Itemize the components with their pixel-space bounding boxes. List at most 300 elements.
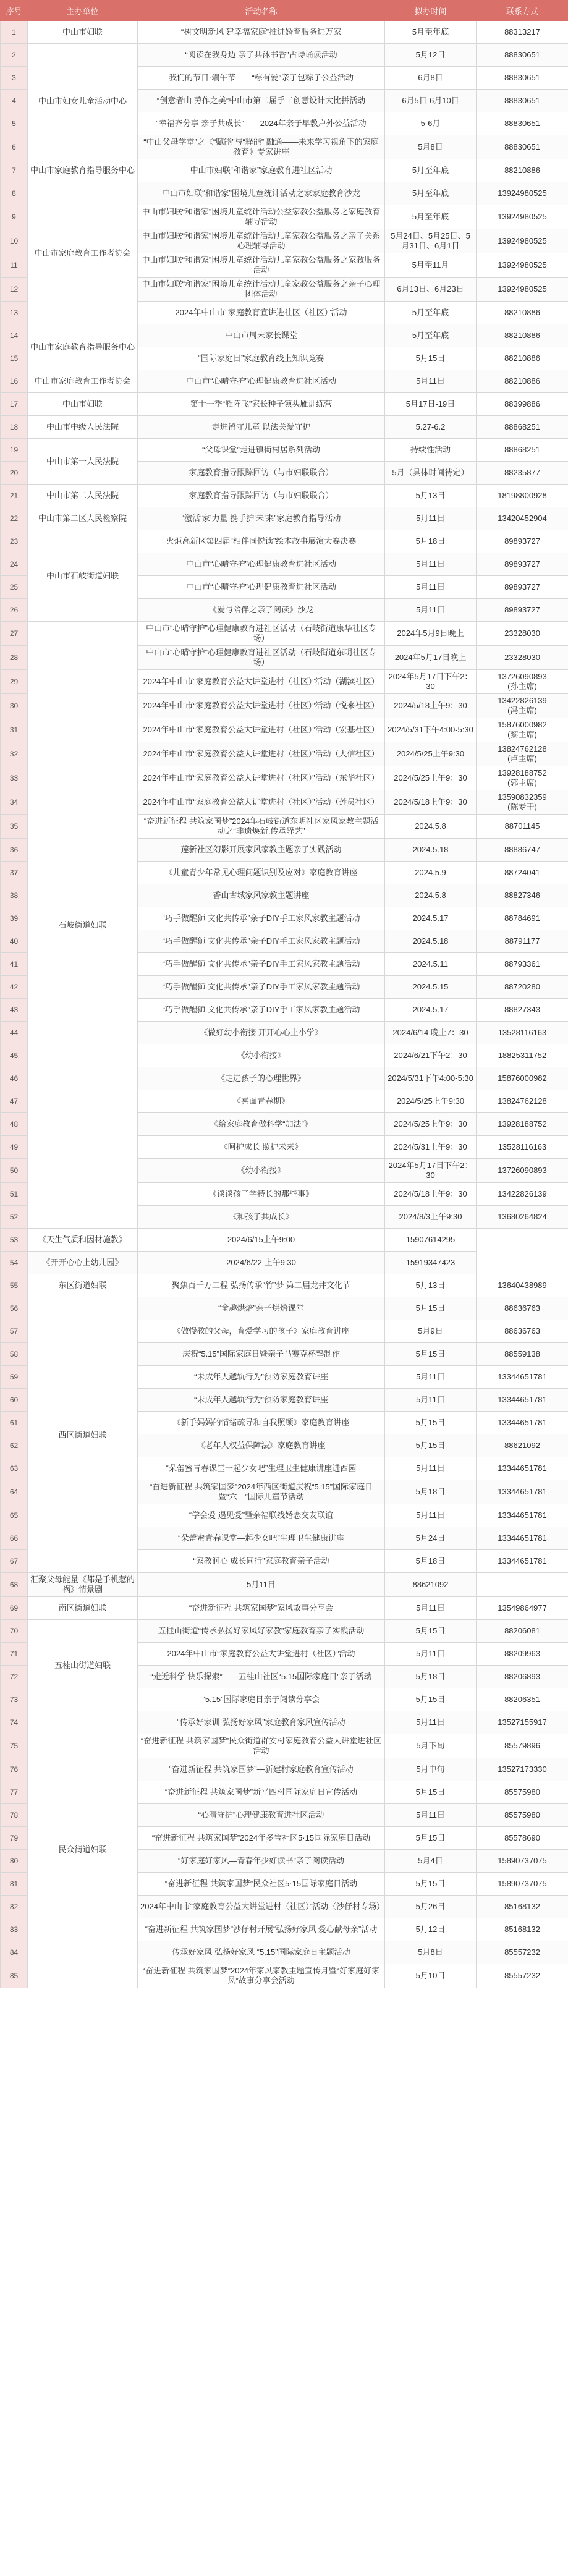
row-number: 37 bbox=[1, 862, 28, 884]
activity-cell: “童趣烘焙”亲子烘焙课堂 bbox=[138, 1297, 385, 1320]
contact-cell: 13590832359 (陈专干) bbox=[477, 790, 568, 815]
row-number: 45 bbox=[1, 1044, 28, 1067]
time-cell: 2024年5月9日晚上 bbox=[385, 622, 477, 646]
contact-cell: 13640438989 bbox=[477, 1274, 568, 1297]
time-cell: 5月11日 bbox=[385, 1643, 477, 1666]
activity-cell: 中山市“心晴守护”心理健康教育进社区活动 bbox=[138, 576, 385, 599]
contact-cell: 13924980525 bbox=[477, 205, 568, 229]
row-number: 54 bbox=[1, 1252, 28, 1274]
time-cell: 5月（具体时间待定） bbox=[385, 462, 477, 485]
time-cell: 5月15日 bbox=[385, 1827, 477, 1850]
contact-cell: 88830651 bbox=[477, 44, 568, 67]
time-cell: 5月24日、5月25日、5月31日、6月1日 bbox=[385, 229, 477, 253]
time-cell: 5-6月 bbox=[385, 112, 477, 135]
activity-cell: “巧手做醒狮 文化共传承”亲子DIY手工家风家教主题活动 bbox=[138, 930, 385, 953]
activity-cell: 走进留守儿童 以法关爱守护 bbox=[138, 416, 385, 439]
table-row bbox=[1, 1573, 568, 1597]
time-cell: 2024/6/21下午2：30 bbox=[385, 1044, 477, 1067]
time-cell: 2024/5/25上午9:30 bbox=[385, 1090, 477, 1113]
contact-cell: 88868251 bbox=[477, 439, 568, 462]
row-number: 57 bbox=[1, 1320, 28, 1343]
time-cell: 5月15日 bbox=[385, 1620, 477, 1643]
time-cell: 5月至年底 bbox=[385, 302, 477, 324]
row-number: 7 bbox=[1, 159, 28, 182]
contact-cell: 13344651781 bbox=[477, 1504, 568, 1527]
contact-cell: 15876000982 (黎主席) bbox=[477, 718, 568, 742]
header-activity: 活动名称 bbox=[138, 1, 385, 21]
row-number: 78 bbox=[1, 1804, 28, 1827]
time-cell: 2024.5.18 bbox=[385, 839, 477, 862]
contact-cell: 85578690 bbox=[477, 1827, 568, 1850]
contact-cell: 13344651781 bbox=[477, 1527, 568, 1550]
row-number: 71 bbox=[1, 1643, 28, 1666]
table-row bbox=[1, 44, 568, 67]
time-cell: 2024.5.15 bbox=[385, 976, 477, 999]
contact-cell: 13528116163 bbox=[477, 1022, 568, 1044]
contact-cell: 13344651781 bbox=[477, 1389, 568, 1412]
row-number: 80 bbox=[1, 1850, 28, 1873]
table-row bbox=[1, 1297, 568, 1320]
time-cell: 2024.5.17 bbox=[385, 999, 477, 1022]
row-number: 77 bbox=[1, 1781, 28, 1804]
row-number: 58 bbox=[1, 1343, 28, 1366]
time-cell: 5月11日 bbox=[385, 370, 477, 393]
contact-cell: 88793361 bbox=[477, 953, 568, 976]
contact-cell: 13344651781 bbox=[477, 1480, 568, 1504]
time-cell: 5月15日 bbox=[385, 1297, 477, 1320]
time-cell: 5月11日 bbox=[385, 1366, 477, 1389]
contact-cell: 88621092 bbox=[385, 1573, 477, 1597]
organizer-cell: 五桂山街道妇联 bbox=[28, 1620, 138, 1711]
row-number: 41 bbox=[1, 953, 28, 976]
row-number: 38 bbox=[1, 884, 28, 907]
contact-cell: 85579896 bbox=[477, 1734, 568, 1758]
row-number: 36 bbox=[1, 839, 28, 862]
row-number: 49 bbox=[1, 1136, 28, 1159]
activity-cell: 《幼小衔接》 bbox=[138, 1044, 385, 1067]
contact-cell: 88701145 bbox=[477, 815, 568, 839]
activity-cell: 《走进孩子的心理世界》 bbox=[138, 1067, 385, 1090]
time-cell: 5月10日 bbox=[385, 1964, 477, 1988]
contact-cell: 13420452904 bbox=[477, 507, 568, 530]
row-number: 12 bbox=[1, 278, 28, 302]
contact-cell: 13422826139 bbox=[477, 1183, 568, 1206]
activity-cell: “奋进新征程 共筑家国梦”家风故事分享会 bbox=[138, 1597, 385, 1620]
row-number: 6 bbox=[1, 135, 28, 159]
time-cell: 5月15日 bbox=[385, 1873, 477, 1896]
header-no: 序号 bbox=[1, 1, 28, 21]
contact-cell: 88886747 bbox=[477, 839, 568, 862]
time-cell: 5月11日 bbox=[385, 599, 477, 622]
row-number: 82 bbox=[1, 1896, 28, 1918]
row-number: 55 bbox=[1, 1274, 28, 1297]
row-number: 75 bbox=[1, 1734, 28, 1758]
row-number: 11 bbox=[1, 253, 28, 278]
activity-cell: 香山古城家风家教主题讲座 bbox=[138, 884, 385, 907]
activity-cell: “奋进新征程 共筑家国梦”2024年多宝社区5·15国际家庭日活动 bbox=[138, 1827, 385, 1850]
time-cell: 5月11日 bbox=[385, 1389, 477, 1412]
header-org: 主办单位 bbox=[28, 1, 138, 21]
row-number: 9 bbox=[1, 205, 28, 229]
table-row bbox=[1, 1274, 568, 1297]
row-number: 65 bbox=[1, 1504, 28, 1527]
row-number: 16 bbox=[1, 370, 28, 393]
row-number: 70 bbox=[1, 1620, 28, 1643]
contact-cell: 88210886 bbox=[477, 302, 568, 324]
time-cell: 5月11日 bbox=[385, 1804, 477, 1827]
activity-cell: 家庭教育指导跟踪回访（与市妇联联合） bbox=[138, 462, 385, 485]
activity-cell: 2024年中山市“家庭教育公益大讲堂进村（社区）”活动（大信社区） bbox=[138, 742, 385, 766]
row-number: 84 bbox=[1, 1941, 28, 1964]
activity-cell: “奋进新征程 共筑家国梦”沙仔村开展“弘扬好家风 爱心献母亲”活动 bbox=[138, 1918, 385, 1941]
contact-cell: 13924980525 bbox=[477, 182, 568, 205]
time-cell: 5月13日 bbox=[385, 1274, 477, 1297]
row-number: 62 bbox=[1, 1434, 28, 1457]
time-cell: 5月18日 bbox=[385, 1666, 477, 1688]
time-cell: 5月15日 bbox=[385, 1434, 477, 1457]
table-row bbox=[1, 439, 568, 462]
activity-cell: “未成年人越轨行为”预防家庭教育讲座 bbox=[138, 1389, 385, 1412]
table-row bbox=[1, 507, 568, 530]
activity-cell: 《做慢教的父母，育爱学习的孩子》家庭教育讲座 bbox=[138, 1320, 385, 1343]
organizer-cell: 中山市妇联 bbox=[28, 393, 138, 416]
table-row bbox=[1, 530, 568, 553]
organizer-cell: 中山市第二人民法院 bbox=[28, 485, 138, 507]
table-row bbox=[1, 1620, 568, 1643]
row-number: 13 bbox=[1, 302, 28, 324]
row-number: 61 bbox=[1, 1412, 28, 1434]
time-cell: 5月15日 bbox=[385, 1343, 477, 1366]
activity-cell: 火炬高新区第四届“相伴同悦读”绘本故事展演大赛决赛 bbox=[138, 530, 385, 553]
row-number: 32 bbox=[1, 742, 28, 766]
activity-cell: “朵蕾蜜青春课堂一起少女吧”生理卫生健康讲座进西园 bbox=[138, 1457, 385, 1480]
activity-cell: “奋进新征程 共筑家国梦”2024年石岐街道东明社区家风家教主题活动之“非遗焕新,传承驿艺” bbox=[138, 815, 385, 839]
row-number: 67 bbox=[1, 1550, 28, 1573]
time-cell: 6月5日-6月10日 bbox=[385, 90, 477, 112]
contact-cell: 88720280 bbox=[477, 976, 568, 999]
contact-cell: 89893727 bbox=[477, 599, 568, 622]
activity-cell: 2024年中山市“家庭教育公益大讲堂进村（社区）”活动（莲员社区） bbox=[138, 790, 385, 815]
activity-cell: “激活‘家’力量 携手护‘未’来”家庭教育指导活动 bbox=[138, 507, 385, 530]
table-row bbox=[1, 1597, 568, 1620]
contact-cell: 85557232 bbox=[477, 1941, 568, 1964]
row-number: 43 bbox=[1, 999, 28, 1022]
row-number: 68 bbox=[1, 1573, 28, 1597]
time-cell: 2024/8/3上午9:30 bbox=[385, 1206, 477, 1229]
row-number: 81 bbox=[1, 1873, 28, 1896]
contact-cell: 88206081 bbox=[477, 1620, 568, 1643]
table-row bbox=[1, 21, 568, 44]
contact-cell: 88830651 bbox=[477, 135, 568, 159]
time-cell: 2024/6/22 上午9:30 bbox=[138, 1252, 385, 1274]
activity-cell: “奋进新征程 共筑家国梦”民众街道群安村家庭教育公益大讲堂进社区活动 bbox=[138, 1734, 385, 1758]
activity-cell: “创意者山 劳作之美”中山市第二届手工创意设计大比拼活动 bbox=[138, 90, 385, 112]
time-cell: 5月15日 bbox=[385, 1412, 477, 1434]
time-cell: 2024年5月17日下午2：30 bbox=[385, 1159, 477, 1183]
contact-cell: 13824762128 bbox=[477, 1090, 568, 1113]
contact-cell: 15907614295 bbox=[385, 1229, 477, 1252]
row-number: 73 bbox=[1, 1688, 28, 1711]
row-number: 29 bbox=[1, 670, 28, 694]
table-row bbox=[1, 1229, 568, 1252]
contact-cell: 85168132 bbox=[477, 1918, 568, 1941]
activity-cell: 《老年人权益保障法》家庭教育讲座 bbox=[138, 1434, 385, 1457]
organizer-cell: 中山市妇女儿童活动中心 bbox=[28, 44, 138, 159]
activity-cell: 中山市“心晴守护”心理健康教育进社区活动（石岐街道东明社区专场） bbox=[138, 646, 385, 670]
activity-cell: “树文明新风 建幸福家庭”推进婚育服务进万家 bbox=[138, 21, 385, 44]
row-number: 59 bbox=[1, 1366, 28, 1389]
contact-cell: 88791177 bbox=[477, 930, 568, 953]
row-number: 40 bbox=[1, 930, 28, 953]
organizer-cell: 中山市家庭教育工作者协会 bbox=[28, 182, 138, 324]
contact-cell: 13680264824 bbox=[477, 1206, 568, 1229]
contact-cell: 13527173330 bbox=[477, 1758, 568, 1781]
contact-cell: 88399886 bbox=[477, 393, 568, 416]
activity-cell: “国际家庭日”家庭教育线上知识竞赛 bbox=[138, 347, 385, 370]
time-cell: 5月18日 bbox=[385, 1480, 477, 1504]
contact-cell: 88784691 bbox=[477, 907, 568, 930]
activity-cell: 中山市妇联“和谐家”困境儿童统计活动之家家庭教育沙龙 bbox=[138, 182, 385, 205]
time-cell: 5月15日 bbox=[385, 1688, 477, 1711]
contact-cell: 89893727 bbox=[477, 553, 568, 576]
time-cell: 2024年5月17日下午2：30 bbox=[385, 670, 477, 694]
activity-cell: “5.15”国际家庭日亲子阅读分享会 bbox=[138, 1688, 385, 1711]
contact-cell: 88621092 bbox=[477, 1434, 568, 1457]
contact-cell: 13344651781 bbox=[477, 1457, 568, 1480]
row-number: 2 bbox=[1, 44, 28, 67]
time-cell: 2024.5.9 bbox=[385, 862, 477, 884]
time-cell: 2024/5/25上午9:30 bbox=[385, 742, 477, 766]
row-number: 18 bbox=[1, 416, 28, 439]
activity-cell: 《喜面青春期》 bbox=[138, 1090, 385, 1113]
time-cell: 2024/5/31上午9：30 bbox=[385, 1136, 477, 1159]
table-row bbox=[1, 370, 568, 393]
time-cell: 5月至11月 bbox=[385, 253, 477, 278]
row-number: 8 bbox=[1, 182, 28, 205]
activity-cell: 《儿童青少年常见心理问题识别及应对》家庭教育讲座 bbox=[138, 862, 385, 884]
time-cell: 5月至年底 bbox=[385, 182, 477, 205]
contact-cell: 88210886 bbox=[477, 159, 568, 182]
row-number: 22 bbox=[1, 507, 28, 530]
activity-cell: 《幼小衔接》 bbox=[138, 1159, 385, 1183]
time-cell: 5月13日 bbox=[385, 485, 477, 507]
row-number: 39 bbox=[1, 907, 28, 930]
time-cell: 6月8日 bbox=[385, 67, 477, 90]
contact-cell: 13726090893 bbox=[477, 1159, 568, 1183]
time-cell: 5月26日 bbox=[385, 1896, 477, 1918]
contact-cell: 88206893 bbox=[477, 1666, 568, 1688]
time-cell: 5月9日 bbox=[385, 1320, 477, 1343]
organizer-cell: 中山市中级人民法院 bbox=[28, 416, 138, 439]
activity-cell: 《呵护成长 照护未来》 bbox=[138, 1136, 385, 1159]
contact-cell: 15890737075 bbox=[477, 1850, 568, 1873]
activity-cell: “传承好家训 弘扬好家风”家庭教育家风宣传活动 bbox=[138, 1711, 385, 1734]
contact-cell: 13928188752 bbox=[477, 1113, 568, 1136]
row-number: 21 bbox=[1, 485, 28, 507]
row-number: 30 bbox=[1, 694, 28, 718]
row-number: 19 bbox=[1, 439, 28, 462]
time-cell: 5月中旬 bbox=[385, 1758, 477, 1781]
time-cell: 5月11日 bbox=[385, 553, 477, 576]
activity-cell: 《谈谈孩子学特长的那些事》 bbox=[138, 1183, 385, 1206]
header-contact: 联系方式 bbox=[477, 1, 568, 21]
time-cell: 5月至年底 bbox=[385, 21, 477, 44]
table-row bbox=[1, 182, 568, 205]
row-number: 51 bbox=[1, 1183, 28, 1206]
activity-cell: “奋进新征程 共筑家国梦”新平四村国际家庭日宣传活动 bbox=[138, 1781, 385, 1804]
row-number: 44 bbox=[1, 1022, 28, 1044]
row-number: 10 bbox=[1, 229, 28, 253]
table-row bbox=[1, 159, 568, 182]
time-cell: 5月11日 bbox=[385, 1597, 477, 1620]
time-cell: 5月至年底 bbox=[385, 159, 477, 182]
activity-cell: 我们的节日·端午节——“粽有爱”亲子包粽子公益活动 bbox=[138, 67, 385, 90]
activity-cell: 中山市周末家长课堂 bbox=[138, 324, 385, 347]
contact-cell: 88827343 bbox=[477, 999, 568, 1022]
time-cell: 5月11日 bbox=[385, 507, 477, 530]
contact-cell: 13344651781 bbox=[477, 1366, 568, 1389]
row-number: 25 bbox=[1, 576, 28, 599]
row-number: 48 bbox=[1, 1113, 28, 1136]
organizer-cell: 西区街道妇联 bbox=[28, 1297, 138, 1573]
activity-cell: “走近科学 快乐探索”——五桂山社区“5.15国际家庭日”亲子活动 bbox=[138, 1666, 385, 1688]
row-number: 74 bbox=[1, 1711, 28, 1734]
activity-cell: “心晴守护”心理健康教育进社区活动 bbox=[138, 1804, 385, 1827]
time-cell: 5月至年底 bbox=[385, 205, 477, 229]
contact-cell: 13726090893 (孙主席) bbox=[477, 670, 568, 694]
contact-cell: 13824762128 (卢主席) bbox=[477, 742, 568, 766]
time-cell: 5月17日-19日 bbox=[385, 393, 477, 416]
activity-cell: 2024年中山市“家庭教育宣讲进社区（社区）”活动 bbox=[138, 302, 385, 324]
time-cell: 5月11日 bbox=[385, 1711, 477, 1734]
contact-cell: 88830651 bbox=[477, 90, 568, 112]
activity-cell: “巧手做醒狮 文化共传承”亲子DIY手工家风家教主题活动 bbox=[138, 907, 385, 930]
activity-cell: 家庭教育指导跟踪回访（与市妇联联合） bbox=[138, 485, 385, 507]
activity-cell: 汇聚父母能量《都是手机惹的祸》情景剧 bbox=[28, 1573, 138, 1597]
row-number: 63 bbox=[1, 1457, 28, 1480]
table-body bbox=[1, 21, 568, 1988]
time-cell: 5月下旬 bbox=[385, 1734, 477, 1758]
organizer-cell: 中山市第二区人民检察院 bbox=[28, 507, 138, 530]
contact-cell: 88206351 bbox=[477, 1688, 568, 1711]
row-number: 1 bbox=[1, 21, 28, 44]
row-number: 14 bbox=[1, 324, 28, 347]
contact-cell: 13924980525 bbox=[477, 229, 568, 253]
contact-cell: 85575980 bbox=[477, 1804, 568, 1827]
organizer-cell: 南区街道妇联 bbox=[28, 1597, 138, 1620]
time-cell: 2024/5/31下午4:00-5:30 bbox=[385, 718, 477, 742]
contact-cell: 89893727 bbox=[477, 530, 568, 553]
activity-cell: 五桂山街道“传承弘扬好家风好家教”家庭教育亲子实践活动 bbox=[138, 1620, 385, 1643]
table-row bbox=[1, 393, 568, 416]
activity-cell: “父母课堂”走进镇街村居系列活动 bbox=[138, 439, 385, 462]
row-number: 34 bbox=[1, 790, 28, 815]
contact-cell: 88235877 bbox=[477, 462, 568, 485]
row-number: 15 bbox=[1, 347, 28, 370]
activity-cell: “巧手做醒狮 文化共传承”亲子DIY手工家风家教主题活动 bbox=[138, 999, 385, 1022]
activity-cell: 中山市妇联“和谐家”困境儿童统计活动儿童家教公益服务之亲子心理团体活动 bbox=[138, 278, 385, 302]
table-row bbox=[1, 1252, 568, 1274]
contact-cell: 88827346 bbox=[477, 884, 568, 907]
row-number: 20 bbox=[1, 462, 28, 485]
contact-cell: 89893727 bbox=[477, 576, 568, 599]
contact-cell: 13527155917 bbox=[477, 1711, 568, 1734]
time-cell: 2024/5/18上午9：30 bbox=[385, 790, 477, 815]
time-cell: 5月至年底 bbox=[385, 324, 477, 347]
contact-cell: 13924980525 bbox=[477, 278, 568, 302]
contact-cell: 15919347423 bbox=[385, 1252, 477, 1274]
activity-cell: 中山市“心晴守护”心理健康教育进社区活动 bbox=[138, 370, 385, 393]
time-cell: 2024.5.8 bbox=[385, 815, 477, 839]
organizer-cell: 中山市第一人民法院 bbox=[28, 439, 138, 485]
contact-cell: 13528116163 bbox=[477, 1136, 568, 1159]
time-cell: 5月15日 bbox=[385, 1781, 477, 1804]
time-cell: 2024.5.18 bbox=[385, 930, 477, 953]
activity-cell: “朵蕾蜜青春课堂—起少女吧”生理卫生健康讲座 bbox=[138, 1527, 385, 1550]
activity-cell: 2024年中山市“家庭教育公益大讲堂进村（社区）”活动（东华社区） bbox=[138, 766, 385, 790]
organizer-cell: 东区街道妇联 bbox=[28, 1274, 138, 1297]
row-number: 28 bbox=[1, 646, 28, 670]
time-cell: 5月8日 bbox=[385, 135, 477, 159]
organizer-cell: 石岐街道妇联 bbox=[28, 622, 138, 1229]
time-cell: 5月8日 bbox=[385, 1941, 477, 1964]
contact-cell: 18198800928 bbox=[477, 485, 568, 507]
table-row bbox=[1, 1711, 568, 1734]
contact-cell: 15876000982 bbox=[477, 1067, 568, 1090]
activity-cell: “奋进新征程 共筑家国梦”2024年西区街道庆祝“5.15”国际家庭日暨“六一”国际儿童节活动 bbox=[138, 1480, 385, 1504]
time-cell: 2024年5月17日晚上 bbox=[385, 646, 477, 670]
activity-cell: 莲新社区幻影开展家风家教主题亲子实践活动 bbox=[138, 839, 385, 862]
time-cell: 2024.5.11 bbox=[385, 953, 477, 976]
row-number: 72 bbox=[1, 1666, 28, 1688]
activity-cell: “学会爱 遇见爱”暨亲福联线婚恋交友联谊 bbox=[138, 1504, 385, 1527]
row-number: 60 bbox=[1, 1389, 28, 1412]
row-number: 50 bbox=[1, 1159, 28, 1183]
row-number: 35 bbox=[1, 815, 28, 839]
activity-cell: 《天生气质和因材施教》 bbox=[28, 1229, 138, 1252]
time-cell: 5.27-6.2 bbox=[385, 416, 477, 439]
organizer-cell: 中山市妇联 bbox=[28, 21, 138, 44]
organizer-cell: 中山市家庭教育指导服务中心 bbox=[28, 324, 138, 370]
time-cell: 5月15日 bbox=[385, 347, 477, 370]
time-cell: 6月13日、6月23日 bbox=[385, 278, 477, 302]
organizer-cell: 中山市家庭教育工作者协会 bbox=[28, 370, 138, 393]
time-cell: 5月11日 bbox=[138, 1573, 385, 1597]
activity-cell: “阅读在我身边 亲子共沐书香”古诗诵读活动 bbox=[138, 44, 385, 67]
time-cell: 5月11日 bbox=[385, 576, 477, 599]
activity-cell: “巧手做醒狮 文化共传承”亲子DIY手工家风家教主题活动 bbox=[138, 953, 385, 976]
row-number: 26 bbox=[1, 599, 28, 622]
contact-cell: 85168132 bbox=[477, 1896, 568, 1918]
table-row bbox=[1, 622, 568, 646]
contact-cell: 13344651781 bbox=[477, 1550, 568, 1573]
contact-cell: 88559138 bbox=[477, 1343, 568, 1366]
activity-cell: 中山市妇联“和谐家”困境儿童统计活动儿童家教公益服务之亲子关系心理辅导活动 bbox=[138, 229, 385, 253]
table-row bbox=[1, 416, 568, 439]
contact-cell: 88830651 bbox=[477, 67, 568, 90]
organizer-cell: 中山市石岐街道妇联 bbox=[28, 530, 138, 622]
header-time: 拟办时间 bbox=[385, 1, 477, 21]
activity-cell: 2024年中山市“家庭教育公益大讲堂进村（社区）”活动（宏基社区） bbox=[138, 718, 385, 742]
row-number: 85 bbox=[1, 1964, 28, 1988]
time-cell: 2024.5.17 bbox=[385, 907, 477, 930]
activity-cell: 2024年中山市“家庭教育公益大讲堂进村（社区）”活动 bbox=[138, 1643, 385, 1666]
activity-cell: 中山市妇联“和谐家”家庭教育进社区活动 bbox=[138, 159, 385, 182]
activity-cell: 第十一季“雁阵飞”家长种子领头雁训练营 bbox=[138, 393, 385, 416]
row-number: 46 bbox=[1, 1067, 28, 1090]
time-cell: 2024.5.8 bbox=[385, 884, 477, 907]
time-cell: 5月4日 bbox=[385, 1850, 477, 1873]
